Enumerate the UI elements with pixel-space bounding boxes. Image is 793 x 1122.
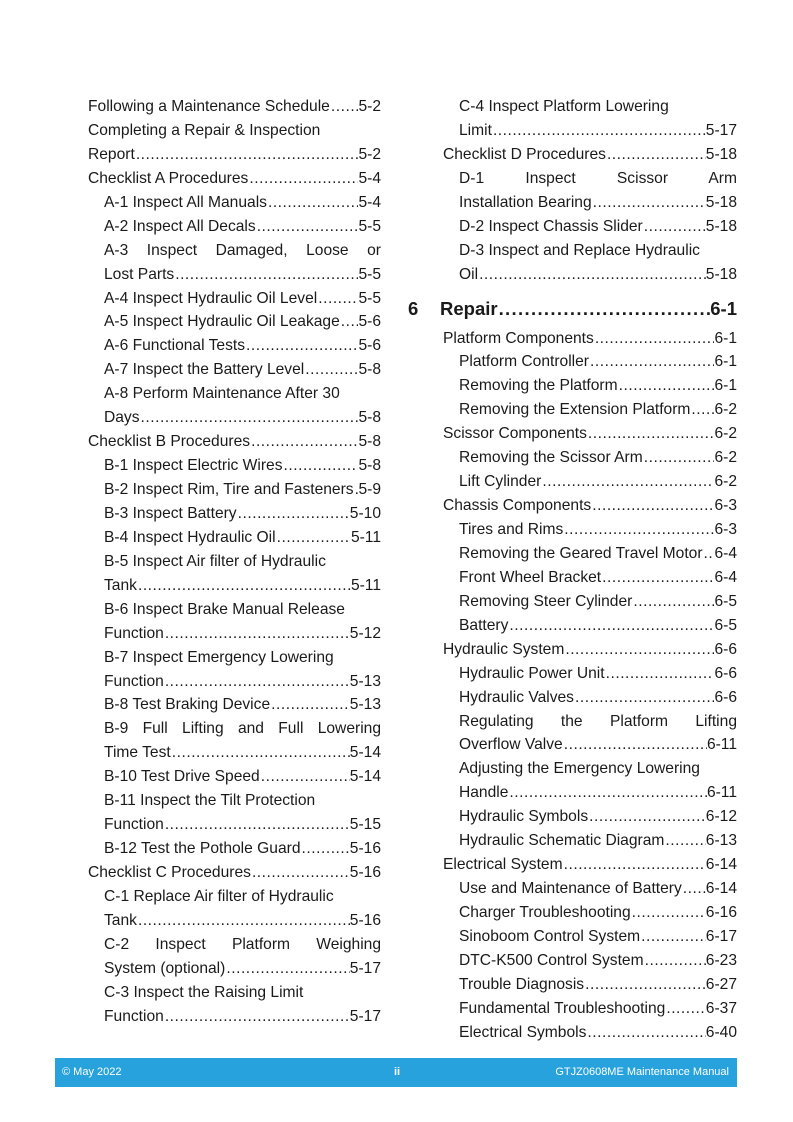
- toc-page-number: 6-14: [705, 880, 737, 898]
- toc-entry-text-line: B-11 Inspect the Tilt Protection: [104, 792, 316, 810]
- toc-section-entry[interactable]: [408, 327, 737, 351]
- toc-subsection-entry[interactable]: [408, 733, 737, 757]
- toc-entry-title: A-1 Inspect All Manuals: [104, 193, 267, 211]
- leader-dots: [270, 693, 350, 717]
- toc-page-number: 6-14: [705, 856, 737, 874]
- toc-entry-title: Oil: [459, 265, 479, 283]
- leader-dots: [564, 638, 714, 662]
- toc-entry-title: Sinoboom Control System: [459, 927, 641, 945]
- toc-entry-title: Hydraulic Valves: [459, 688, 574, 706]
- toc-entry-title: B-12 Test the Pothole Guard: [104, 840, 301, 858]
- toc-page-number: 5-14: [349, 768, 381, 786]
- toc-page-number: 5-6: [358, 313, 381, 331]
- toc-subsection-entry[interactable]: [408, 566, 737, 590]
- toc-page-number: 6-2: [714, 449, 737, 467]
- leader-dots: [256, 215, 359, 239]
- toc-entry-text-line: C-4 Inspect Platform Lowering: [459, 98, 669, 115]
- toc-subsection-entry[interactable]: [408, 191, 737, 215]
- toc-entry-title: Hydraulic System: [443, 640, 565, 658]
- toc-subsection-entry[interactable]: [88, 813, 381, 837]
- toc-section-entry[interactable]: [408, 494, 737, 518]
- toc-page-number: 5-2: [358, 145, 381, 163]
- toc-subsection-entry[interactable]: [408, 686, 737, 710]
- toc-subsection-entry[interactable]: [88, 957, 381, 981]
- toc-subsection-entry[interactable]: [408, 374, 737, 398]
- toc-entry-title: Tank: [104, 576, 137, 594]
- leader-dots: [276, 526, 351, 550]
- toc-subsection-entry[interactable]: [408, 350, 737, 374]
- toc-entry-title: Removing the Extension Platform: [459, 401, 691, 419]
- toc-subsection-entry[interactable]: [408, 805, 737, 829]
- toc-page-number: 5-16: [349, 911, 381, 929]
- toc-subsection-entry[interactable]: [408, 781, 737, 805]
- toc-entry-title: Use and Maintenance of Battery: [459, 880, 682, 898]
- toc-page-number: 5-15: [349, 816, 381, 834]
- leader-dots: [317, 287, 358, 311]
- toc-entry-title: B-1 Inspect Electric Wires: [104, 457, 283, 475]
- toc-entry-text-line: D-3 Inspect and Replace Hydraulic: [459, 241, 700, 259]
- leader-dots: [690, 398, 714, 422]
- toc-entry-text-line: Regulating the Platform Lifting: [459, 712, 737, 730]
- toc-page-number: 6-40: [705, 1023, 737, 1041]
- toc-subsection-entry[interactable]: [88, 1005, 381, 1029]
- toc-entry-title: Platform Controller: [459, 353, 589, 371]
- toc-subsection-entry[interactable]: [88, 574, 381, 598]
- toc-entry-title: Front Wheel Bracket: [459, 568, 602, 586]
- leader-dots: [643, 215, 706, 239]
- toc-subsection-entry[interactable]: [408, 1021, 737, 1045]
- toc-subsection-entry[interactable]: [408, 973, 737, 997]
- leader-dots: [606, 143, 706, 167]
- toc-subsection-entry[interactable]: [408, 518, 737, 542]
- toc-entry-title: Battery: [459, 616, 509, 634]
- toc-entry-title: Checklist B Procedures: [88, 433, 251, 451]
- toc-entry-text-line: Adjusting the Emergency Lowering: [459, 760, 700, 778]
- leader-dots: [594, 327, 715, 351]
- leader-dots: [164, 622, 350, 646]
- leader-dots: [478, 263, 706, 287]
- toc-section-entry[interactable]: [408, 422, 737, 446]
- toc-entry-title: Removing the Geared Travel Motor: [459, 544, 703, 562]
- toc-entry-title: Tank: [104, 911, 137, 929]
- footer-manual-title: GTJZ0608ME Maintenance Manual: [555, 1066, 729, 1078]
- leader-dots: [632, 590, 714, 614]
- page-footer: [55, 1058, 737, 1087]
- leader-dots: [135, 143, 359, 167]
- toc-section-entry[interactable]: [88, 861, 381, 885]
- toc-page-number: 6-37: [705, 999, 737, 1017]
- toc-page-number: 5-16: [349, 864, 381, 881]
- toc-entry-title: Checklist D Procedures: [443, 145, 606, 163]
- leader-dots: [601, 566, 714, 590]
- toc-left-column: [88, 95, 381, 1029]
- toc-page-number: 5-8: [358, 409, 381, 427]
- toc-entry-title: Chassis Components: [443, 497, 592, 515]
- toc-entry-title: Removing Steer Cylinder: [459, 592, 633, 610]
- toc-entry-title: Function: [104, 624, 164, 642]
- toc-subsection-entry[interactable]: [408, 446, 737, 470]
- leader-dots: [563, 853, 706, 877]
- toc-page-number: 6-1: [710, 297, 737, 319]
- toc-page-number: 6-6: [714, 664, 737, 682]
- toc-entry-title: Report: [88, 145, 135, 163]
- toc-entry-title: A-5 Inspect Hydraulic Oil Leakage: [104, 313, 340, 331]
- toc-section-entry[interactable]: [88, 143, 381, 167]
- toc-page-number: 5-4: [358, 169, 381, 187]
- toc-page-number: 5-16: [349, 840, 381, 858]
- toc-page-number: 5-18: [705, 217, 737, 235]
- toc-page-number: 6-11: [706, 736, 737, 754]
- toc-page-number: 6-1: [714, 353, 737, 371]
- toc-page-number: 5-13: [349, 696, 381, 714]
- toc-entry-text-line: C-2 Inspect Platform Weighing: [104, 935, 381, 953]
- toc-page-number: 5-11: [350, 528, 381, 546]
- toc-subsection-entry[interactable]: [88, 478, 381, 502]
- toc-subsection-entry[interactable]: [88, 358, 381, 382]
- toc-entry-title: Removing the Platform: [459, 377, 618, 395]
- toc-page-number: 6-3: [714, 521, 737, 538]
- toc-entry-title: Fundamental Troubleshooting: [459, 999, 666, 1017]
- toc-entry-text-line: A-3 Inspect Damaged, Loose or: [104, 241, 381, 259]
- toc-page-number: 6-1: [714, 329, 737, 347]
- leader-dots: [508, 781, 707, 805]
- toc-page-number: 5-17: [349, 1007, 381, 1025]
- toc-page-number: 5-17: [349, 959, 381, 977]
- toc-entry-title: Lift Cylinder: [459, 473, 542, 491]
- toc-entry-title: D-2 Inspect Chassis Slider: [459, 217, 643, 235]
- toc-page-number: 6-2: [714, 425, 737, 443]
- toc-subsection-entry[interactable]: [88, 909, 381, 933]
- leader-dots: [225, 957, 349, 981]
- toc-subsection-entry[interactable]: [88, 310, 381, 334]
- toc-subsection-entry[interactable]: [408, 997, 737, 1021]
- toc-subsection-entry[interactable]: [88, 263, 381, 287]
- toc-page-number: 5-18: [705, 265, 737, 283]
- leader-dots: [267, 191, 359, 215]
- toc-subsection-entry[interactable]: [88, 837, 381, 861]
- toc-page-number: 5-8: [358, 433, 381, 451]
- leader-dots: [174, 263, 358, 287]
- leader-dots: [587, 422, 715, 446]
- toc-chapter-heading[interactable]: [408, 291, 737, 327]
- toc-subsection-entry[interactable]: [88, 741, 381, 765]
- leader-dots: [605, 662, 715, 686]
- toc-subsection-entry[interactable]: [408, 901, 737, 925]
- leader-dots: [563, 733, 707, 757]
- toc-subsection-entry[interactable]: [408, 925, 737, 949]
- toc-page-number: 6-12: [705, 808, 737, 826]
- toc-entry-title: B-10 Test Drive Speed: [104, 768, 260, 786]
- chapter-title: Repair: [440, 297, 498, 319]
- toc-entry-title: Platform Components: [443, 329, 594, 347]
- toc-page-number: 6-4: [714, 544, 737, 562]
- toc-subsection-entry[interactable]: [88, 670, 381, 694]
- toc-entry-title: B-4 Inspect Hydraulic Oil: [104, 528, 276, 546]
- toc-subsection-entry[interactable]: [408, 829, 737, 853]
- toc-entry-title: Function: [104, 672, 164, 690]
- toc-page-number: 6-17: [705, 927, 737, 945]
- toc-entry-title: Hydraulic Symbols: [459, 808, 589, 826]
- toc-entry-text-line: B-6 Inspect Brake Manual Release: [104, 600, 345, 618]
- toc-entry-title: Checklist A Procedures: [88, 169, 249, 187]
- leader-dots: [591, 494, 714, 518]
- leader-dots: [498, 291, 711, 327]
- toc-subsection-entry[interactable]: [408, 470, 737, 494]
- toc-subsection-entry[interactable]: [408, 215, 737, 239]
- toc-page-number: 5-12: [349, 624, 381, 642]
- toc-entry-title: DTC-K500 Control System: [459, 951, 644, 969]
- toc-subsection-entry[interactable]: [88, 215, 381, 239]
- leader-dots: [340, 310, 359, 334]
- leader-dots: [618, 374, 715, 398]
- toc-subsection-entry[interactable]: [408, 949, 737, 973]
- toc-entry-title: A-7 Inspect the Battery Level: [104, 361, 305, 379]
- toc-page-number: 6-5: [714, 592, 737, 610]
- toc-subsection-entry[interactable]: [88, 502, 381, 526]
- toc-page-number: 5-18: [705, 193, 737, 211]
- toc-page-number: 6-1: [714, 377, 737, 395]
- toc-section-entry[interactable]: [88, 95, 381, 119]
- toc-page-number: 5-8: [358, 361, 381, 379]
- toc-subsection-entry[interactable]: [88, 526, 381, 550]
- leader-dots: [164, 670, 350, 694]
- toc-page-number: 5-18: [705, 145, 737, 163]
- toc-right-column: [408, 95, 737, 1045]
- leader-dots: [589, 350, 714, 374]
- toc-subsection-entry[interactable]: [88, 622, 381, 646]
- leader-dots: [644, 949, 706, 973]
- toc-page-number: 6-6: [714, 640, 737, 658]
- leader-dots: [665, 997, 705, 1021]
- toc-page-number: 5-11: [350, 576, 381, 594]
- toc-page-number: 5-4: [358, 193, 381, 211]
- leader-dots: [563, 518, 714, 542]
- leader-dots: [245, 334, 358, 358]
- toc-entry-text-line: A-8 Perform Maintenance After 30: [104, 385, 340, 403]
- toc-entry-title: Limit: [459, 121, 492, 139]
- toc-entry-title: Function: [104, 1007, 164, 1025]
- toc-entry-text-line: B-7 Inspect Emergency Lowering: [104, 648, 334, 666]
- toc-entry-title: Days: [104, 409, 140, 427]
- toc-page-number: 6-5: [714, 616, 737, 634]
- toc-entry-title: A-2 Inspect All Decals: [104, 217, 256, 235]
- toc-entry-text-line: C-3 Inspect the Raising Limit: [104, 983, 304, 1001]
- toc-entry-title: Overflow Valve: [459, 736, 563, 754]
- toc-entry-title: Installation Bearing: [459, 193, 592, 211]
- toc-subsection-entry[interactable]: [408, 263, 737, 287]
- leader-dots: [304, 358, 358, 382]
- leader-dots: [171, 741, 350, 765]
- toc-entry-title: Electrical System: [443, 856, 563, 874]
- toc-section-entry[interactable]: [408, 853, 737, 877]
- toc-entry-title: Electrical Symbols: [459, 1023, 587, 1041]
- footer-page-number: ii: [394, 1066, 401, 1078]
- toc-page-number: 5-5: [358, 289, 381, 307]
- footer-date: © May 2022: [62, 1066, 122, 1078]
- toc-page-number: 5-5: [358, 265, 381, 283]
- leader-dots: [283, 454, 359, 478]
- leader-dots: [592, 191, 706, 215]
- leader-dots: [541, 470, 714, 494]
- toc-subsection-entry[interactable]: [88, 693, 381, 717]
- toc-page-number: 5-14: [349, 744, 381, 762]
- toc-page-number: 5-17: [705, 121, 737, 139]
- toc-entry-title: A-6 Functional Tests: [104, 337, 245, 355]
- leader-dots: [330, 95, 359, 119]
- toc-entry-title: Removing the Scissor Arm: [459, 449, 643, 467]
- toc-subsection-entry[interactable]: [88, 765, 381, 789]
- toc-entry-title: Hydraulic Power Unit: [459, 664, 605, 682]
- toc-page-number: 5-5: [358, 217, 381, 235]
- toc-subsection-entry[interactable]: [408, 398, 737, 422]
- toc-entry-title: Time Test: [104, 744, 171, 762]
- toc-page-number: 6-11: [706, 784, 737, 802]
- toc-page-number: 5-6: [358, 337, 381, 355]
- toc-page-number: 5-13: [349, 672, 381, 690]
- leader-dots: [251, 861, 350, 885]
- toc-page-number: 6-2: [714, 473, 737, 491]
- toc-subsection-entry[interactable]: [88, 191, 381, 215]
- toc-entry-text-line: D-1 Inspect Scissor Arm: [459, 169, 737, 187]
- toc-section-entry[interactable]: [408, 143, 737, 167]
- leader-dots: [643, 446, 715, 470]
- toc-subsection-entry[interactable]: [88, 287, 381, 311]
- toc-entry-title: B-3 Inspect Battery: [104, 504, 237, 522]
- toc-entry-title: System (optional): [104, 959, 226, 977]
- toc-subsection-entry[interactable]: [408, 662, 737, 686]
- leader-dots: [631, 901, 706, 925]
- toc-subsection-entry[interactable]: [88, 334, 381, 358]
- leader-dots: [586, 1021, 705, 1045]
- toc-page-number: 6-6: [714, 688, 737, 706]
- toc-entry-title: Scissor Components: [443, 425, 587, 443]
- leader-dots: [237, 502, 350, 526]
- toc-page-number: 6-4: [714, 568, 737, 586]
- toc-subsection-entry[interactable]: [408, 877, 737, 901]
- toc-page-number: 6-2: [714, 401, 737, 419]
- toc-subsection-entry[interactable]: [408, 119, 737, 143]
- toc-page-number: 5-8: [358, 457, 381, 475]
- toc-entry-title: Checklist C Procedures: [88, 864, 251, 881]
- toc-entry-text-line: B-9 Full Lifting and Full Lowering: [104, 720, 381, 738]
- leader-dots: [664, 829, 705, 853]
- leader-dots: [682, 877, 706, 901]
- leader-dots: [508, 614, 714, 638]
- toc-entry-title: Handle: [459, 784, 509, 802]
- toc-entry-text-line: B-5 Inspect Air filter of Hydraulic: [104, 552, 326, 570]
- leader-dots: [137, 909, 350, 933]
- toc-entry-title: Following a Maintenance Schedule: [88, 98, 330, 115]
- toc-entry-text-line: C-1 Replace Air filter of Hydraulic: [104, 887, 334, 905]
- toc-subsection-entry[interactable]: [408, 590, 737, 614]
- toc-entry-title: Tires and Rims: [459, 521, 564, 538]
- leader-dots: [574, 686, 714, 710]
- toc-entry-title: Trouble Diagnosis: [459, 975, 585, 993]
- leader-dots: [248, 167, 358, 191]
- toc-section-entry[interactable]: [88, 430, 381, 454]
- leader-dots: [164, 813, 350, 837]
- toc-entry-title: Hydraulic Schematic Diagram: [459, 832, 665, 850]
- toc-page-number: 6-23: [705, 951, 737, 969]
- leader-dots: [492, 119, 706, 143]
- toc-subsection-entry[interactable]: [408, 542, 737, 566]
- leader-dots: [140, 406, 359, 430]
- toc-page-number: 6-3: [714, 497, 737, 515]
- toc-page-number: 5-2: [358, 98, 381, 115]
- toc-page-number: 5-10: [349, 504, 381, 522]
- toc-page-number: 6-16: [705, 904, 737, 921]
- toc-section-entry[interactable]: [408, 638, 737, 662]
- toc-entry-title: B-8 Test Braking Device: [104, 696, 271, 714]
- toc-page-number: 6-13: [705, 832, 737, 850]
- toc-entry-title: B-2 Inspect Rim, Tire and Fasteners: [104, 481, 354, 498]
- toc-entry-title: Lost Parts: [104, 265, 175, 283]
- toc-entry-title: Function: [104, 816, 164, 834]
- chapter-number: 6: [408, 297, 419, 319]
- leader-dots: [640, 925, 706, 949]
- leader-dots: [137, 574, 351, 598]
- leader-dots: [588, 805, 706, 829]
- leader-dots: [250, 430, 358, 454]
- toc-subsection-entry[interactable]: [408, 614, 737, 638]
- toc-entry-title: A-4 Inspect Hydraulic Oil Level: [104, 289, 318, 307]
- toc-entry-text-line: Completing a Repair & Inspection: [88, 121, 321, 139]
- toc-subsection-entry[interactable]: [88, 454, 381, 478]
- leader-dots: [164, 1005, 350, 1029]
- leader-dots: [301, 837, 350, 861]
- leader-dots: [584, 973, 706, 997]
- toc-page-number: 5-9: [358, 481, 381, 498]
- toc-page-number: 6-27: [705, 975, 737, 993]
- toc-section-entry[interactable]: [88, 167, 381, 191]
- toc-entry-title: Charger Troubleshooting: [459, 904, 631, 921]
- toc-subsection-entry[interactable]: [88, 406, 381, 430]
- leader-dots: [260, 765, 350, 789]
- leader-dots: [703, 542, 715, 566]
